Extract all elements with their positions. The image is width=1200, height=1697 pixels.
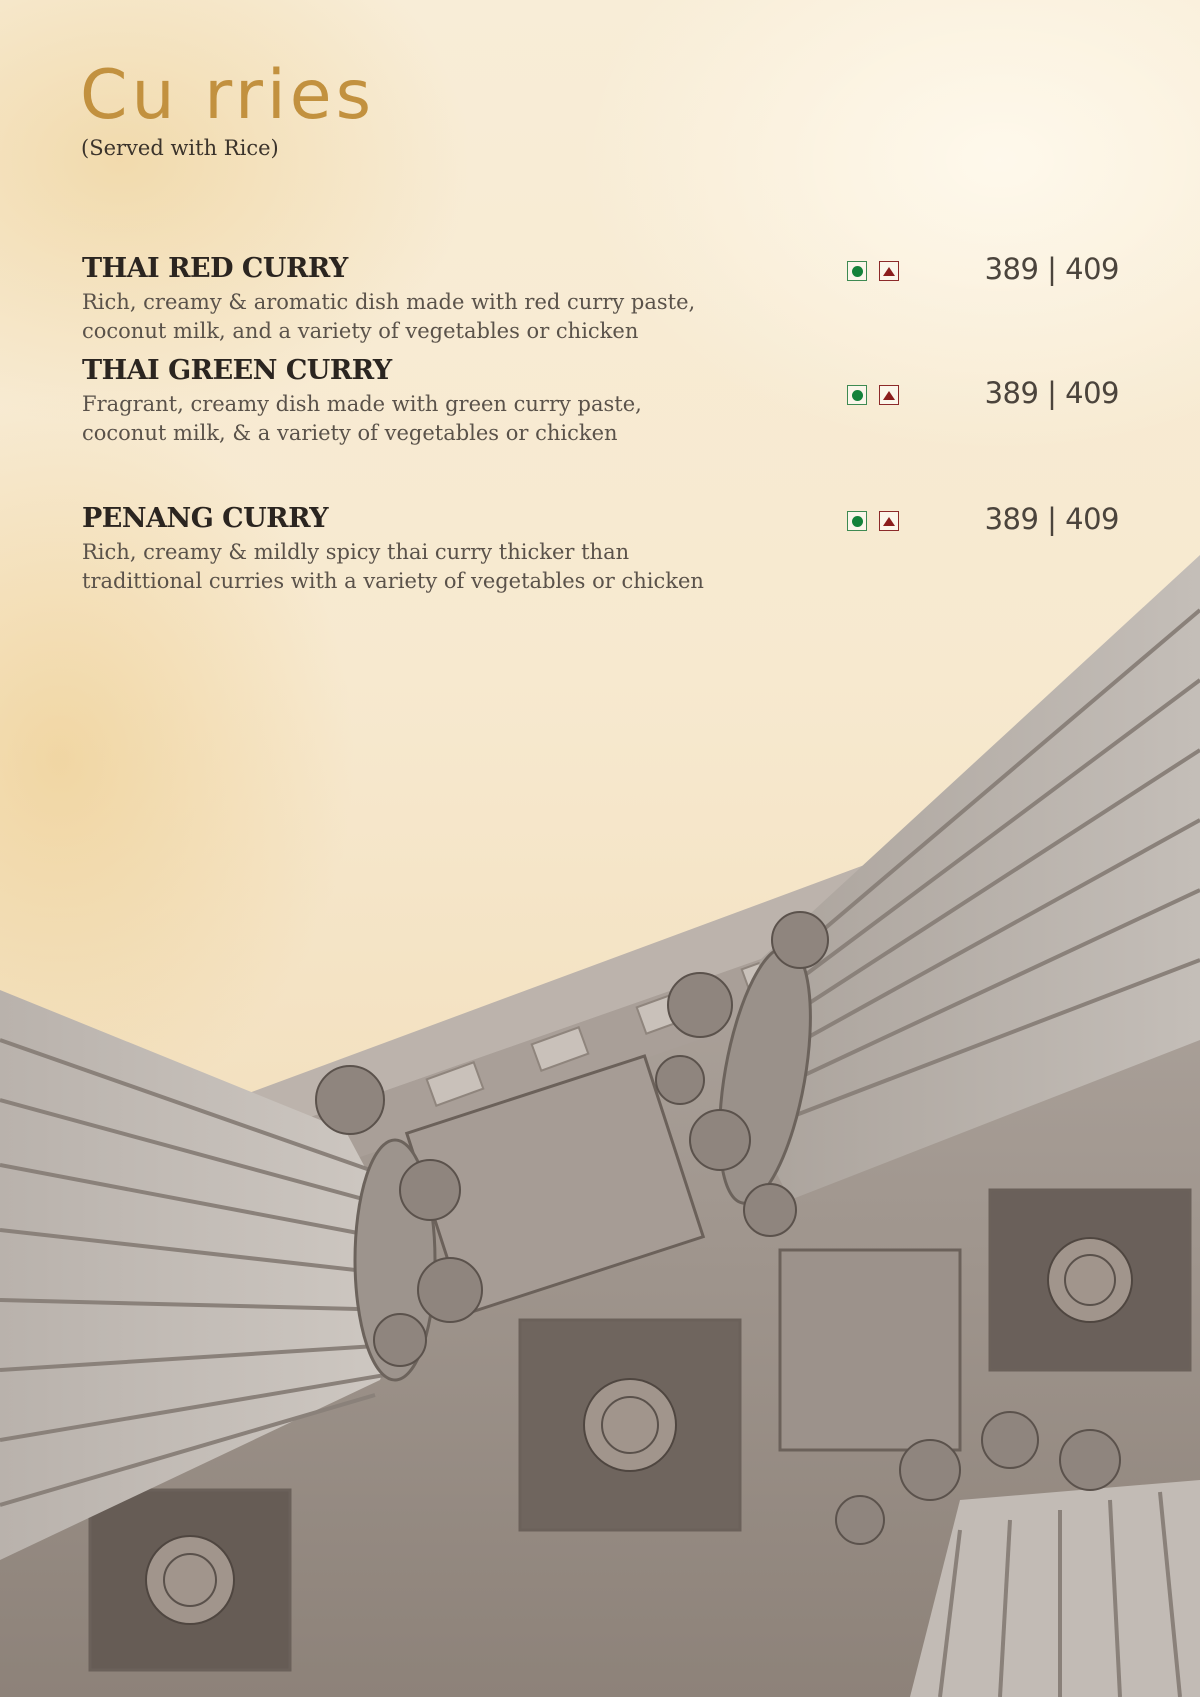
non-veg-icon <box>879 511 899 531</box>
item-description <box>82 390 772 448</box>
non-veg-icon <box>879 385 899 405</box>
item-description-line: Rich, creamy & aromatic dish made with red curry paste, <box>82 290 696 314</box>
item-price: 389 | 409 <box>984 502 1119 536</box>
menu-item <box>82 252 1122 346</box>
item-description-line: tradittional curries with a variety of vegetables or chicken <box>82 569 704 593</box>
page-title: Cu rries <box>80 56 376 135</box>
item-description-line: Rich, creamy & mildly spicy thai curry thicker than <box>82 540 630 564</box>
non-veg-icon <box>879 261 899 281</box>
diet-markers <box>847 385 899 405</box>
page-subtitle: (Served with Rice) <box>81 136 279 160</box>
item-name: THAI GREEN CURRY <box>82 355 392 386</box>
item-description-line: coconut milk, & a variety of vegetables or chicken <box>82 421 618 445</box>
diet-markers <box>847 261 899 281</box>
item-description-line: coconut milk, and a variety of vegetables or chicken <box>82 319 639 343</box>
item-description <box>82 288 772 346</box>
veg-icon <box>847 261 867 281</box>
menu-item <box>82 354 1122 448</box>
item-name: PENANG CURRY <box>82 503 329 534</box>
menu-item <box>82 502 1122 596</box>
item-description-line: Fragrant, creamy dish made with green curry paste, <box>82 392 642 416</box>
item-name: THAI RED CURRY <box>82 253 348 284</box>
item-price: 389 | 409 <box>984 252 1119 286</box>
item-description <box>82 538 772 596</box>
veg-icon <box>847 511 867 531</box>
item-price: 389 | 409 <box>984 376 1119 410</box>
veg-icon <box>847 385 867 405</box>
diet-markers <box>847 511 899 531</box>
